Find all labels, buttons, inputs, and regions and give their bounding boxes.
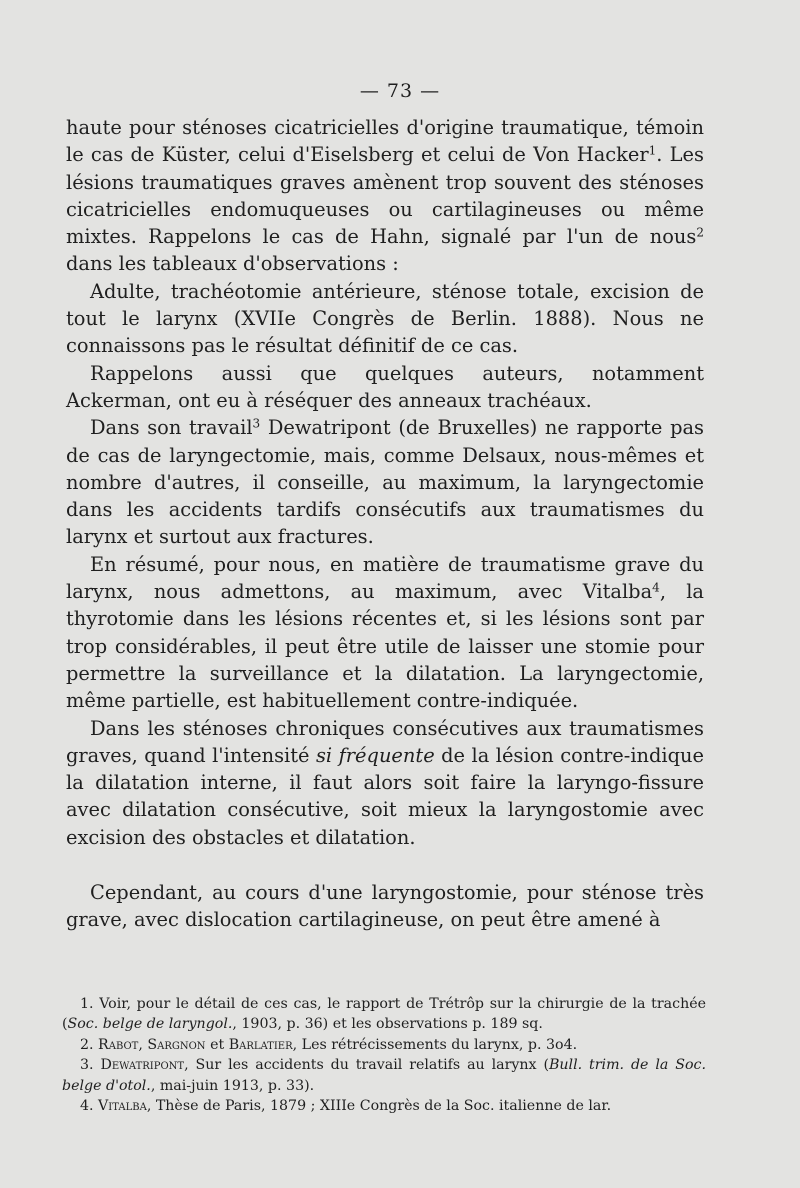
paragraph: Rappelons aussi que quelques auteurs, notamment Ackerman, ont eu à réséquer des anneaux trachéaux.	[66, 361, 704, 412]
text-span: En résumé, pour nous, en matière de traumatisme grave du larynx, nous admettons, au maximum, avec Vitalba	[66, 552, 704, 604]
page-number: — 73 —	[359, 80, 441, 102]
text-span: haute pour sténoses cicatricielles d'origine traumatique, témoin le cas de Küster, celui d'Eiselsberg et celui de Von Hacker	[66, 116, 704, 167]
text-span: , Thèse de Paris, 1879 ; XIIIe Congrès de la Soc. italienne de lar.	[146, 1098, 612, 1115]
footnote-ref[interactable]: 1	[648, 143, 657, 158]
text-span: , mai-juin 1913, p. 33).	[150, 1077, 315, 1094]
text-span: Dewatripont (de Bruxelles) ne rapporte pas de cas de laryngectomie, mais, comme Delsaux, nous-mêmes et nombre d'autres, il conseille, au maximum, la laryngectomie dans les accidents tardifs consécutifs aux traumatismes du larynx et surtout aux fractures.	[66, 416, 704, 549]
footnote-2	[62, 1035, 706, 1055]
author-name: Rabot	[98, 1036, 139, 1053]
footnote-1	[62, 994, 706, 1035]
text-span: de la lésion contre-indique la dilatation interne, il faut alors soit faire la laryngo-fissure avec dilatation consécutive, soit mieux la laryngostomie avec excision des obstacles et dilatation.	[66, 743, 705, 849]
footnote-4	[62, 1096, 706, 1116]
author-name: Dewatripont	[100, 1057, 185, 1074]
emphasis: Soc. belge de laryngol.	[67, 1016, 233, 1033]
text-span: Dans les sténoses chroniques consécutives aux traumatismes graves, quand l'intensité	[66, 716, 704, 767]
text-span: , Sur les accidents du travail relatifs au larynx (	[184, 1057, 549, 1074]
footnote-3	[62, 1055, 706, 1096]
footnote-ref[interactable]: 3	[252, 416, 261, 431]
body-text	[66, 114, 704, 934]
paragraph	[66, 414, 704, 550]
paragraph	[66, 551, 704, 715]
text-span: dans les tableaux d'observations :	[66, 252, 399, 276]
text-span: ,	[138, 1036, 148, 1053]
text-span: , la thyrotomie dans les lésions récentes et, si les lésions sont par trop considérables, il peut être utile de laisser une stomie pour permettre la surveillance et la dilatation. La laryngectomie, même partielle, est habituellement contre-indiquée.	[66, 580, 704, 713]
paragraph	[66, 715, 704, 851]
footnote-ref[interactable]: 4	[652, 580, 660, 595]
paragraph	[66, 114, 704, 278]
text-span: 2.	[80, 1036, 99, 1053]
footnote-ref[interactable]: 2	[696, 225, 704, 240]
text-span: 3.	[80, 1057, 101, 1074]
text-span: et	[205, 1036, 229, 1053]
paragraph: Cependant, au cours d'une laryngostomie, pour sténose très grave, avec dislocation cartilagineuse, on peut être amené à	[66, 881, 704, 932]
text-span: . Les lésions traumatiques graves amènent trop souvent des sténoses cicatricielles endomuqueuses ou cartilagineuses ou même mixtes. Rappelons le cas de Hahn, signalé par l'un de nous	[66, 143, 704, 249]
paragraph: Adulte, trachéotomie antérieure, sténose totale, excision de tout le larynx (XVIIe Congrès de Berlin. 1888). Nous ne connaissons pas le résultat définitif de ce cas.	[66, 279, 704, 358]
emphasis: Bull. trim. de la Soc. belge d'otol.	[62, 1057, 706, 1094]
text-span: , Les rétrécissements du larynx, p. 3o4.	[292, 1036, 578, 1053]
author-name: Sargnon	[147, 1036, 206, 1053]
text-span: , 1903, p. 36) et les observations p. 189 sq.	[232, 1016, 543, 1033]
text-span: Dans son travail	[90, 416, 253, 440]
footnotes	[62, 994, 706, 1116]
author-name: Barlatier	[228, 1036, 293, 1053]
emphasis: si fréquente	[315, 743, 435, 767]
text-span: 4.	[80, 1098, 99, 1115]
author-name: Vitalba	[98, 1098, 147, 1115]
text-span: 1. Voir, pour le détail de ces cas, le rapport de Trétrôp sur la chirurgie de la trachée (	[62, 996, 706, 1033]
